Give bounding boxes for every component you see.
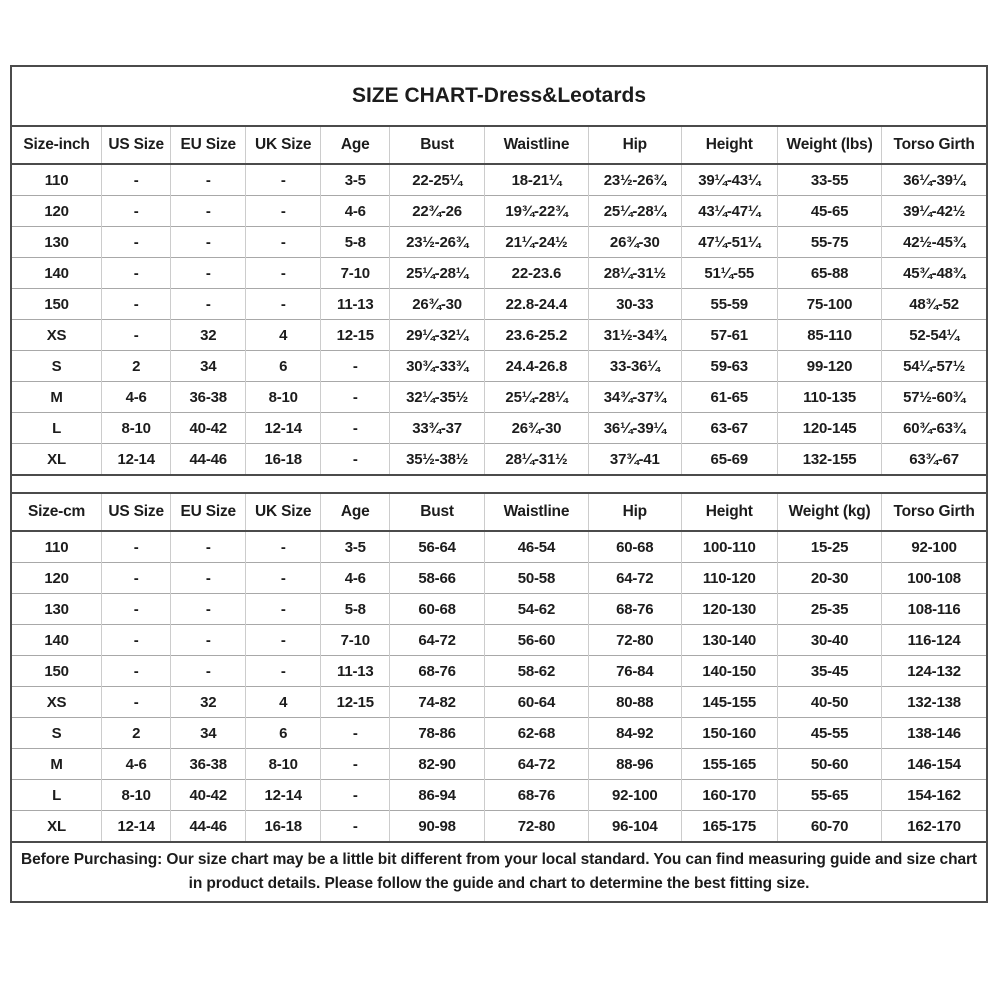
table-cell: 23½-26¾ (390, 227, 484, 258)
table-cell: 50-58 (484, 563, 588, 594)
table-cell: - (171, 196, 246, 227)
table-cell: 11-13 (321, 656, 390, 687)
table-cell: - (321, 780, 390, 811)
table-cell: 120 (12, 563, 102, 594)
table-cell: 12-14 (246, 413, 321, 444)
table-cell: 140 (12, 625, 102, 656)
header-cell: US Size (102, 494, 171, 531)
table-cell: 30-33 (589, 289, 682, 320)
table-cell: 60-68 (589, 531, 682, 563)
table-cell: 22-25¼ (390, 164, 484, 196)
table-cell: 60¾-63¾ (882, 413, 986, 444)
table-cell: XS (12, 320, 102, 351)
table-cell: 4-6 (102, 382, 171, 413)
table-cell: 145-155 (681, 687, 777, 718)
table-cell: 2 (102, 351, 171, 382)
table-cell: - (171, 227, 246, 258)
table-cell: - (246, 594, 321, 625)
table-cell: 150 (12, 289, 102, 320)
table-row (12, 351, 986, 382)
table-cell: - (246, 289, 321, 320)
header-cell: UK Size (246, 127, 321, 164)
table-row (12, 625, 986, 656)
table-cell: - (102, 164, 171, 196)
table-cell: 60-70 (777, 811, 881, 842)
table-cell: 110-120 (681, 563, 777, 594)
table-cell: 99-120 (777, 351, 881, 382)
table-cell: 72-80 (484, 811, 588, 842)
table-cell: 12-15 (321, 320, 390, 351)
table-cell: 84-92 (589, 718, 682, 749)
table-cell: 32 (171, 320, 246, 351)
table-cell: 108-116 (882, 594, 986, 625)
table-cell: 29¼-32¼ (390, 320, 484, 351)
table-cell: 64-72 (390, 625, 484, 656)
purchase-note: Before Purchasing: Our size chart may be a little bit different from your local standard. You can find measuring guide and size chart in product details. Please follow the guide and chart to determine the best fitting size. (12, 841, 986, 901)
table-cell: 120-130 (681, 594, 777, 625)
table-cell: 154-162 (882, 780, 986, 811)
table-cell: 130-140 (681, 625, 777, 656)
table-cell: 100-108 (882, 563, 986, 594)
table-cell: 6 (246, 351, 321, 382)
table-cell: 110 (44, 171, 69, 189)
table-row (12, 164, 986, 196)
table-cell: 56-60 (484, 625, 588, 656)
table-cell: 80-88 (589, 687, 682, 718)
table-header-row (12, 494, 986, 531)
header-cell: Waistline (484, 494, 588, 531)
header-cell: Age (321, 494, 390, 531)
table-cell: 64-72 (484, 749, 588, 780)
size-chart-panel (10, 65, 988, 903)
table-cell: 12-14 (102, 811, 171, 842)
table-row (12, 656, 986, 687)
table-cell: 50-60 (777, 749, 881, 780)
table-cell: 4-6 (321, 196, 390, 227)
table-cell: - (102, 196, 171, 227)
table-cell: 25¼-28¼ (589, 196, 682, 227)
table-cell: 23½-26¾ (589, 164, 682, 196)
header-cell: Age (321, 127, 390, 164)
table-cell: 46-54 (484, 531, 588, 563)
table-cell: 40-50 (777, 687, 881, 718)
table-cell: 60-68 (390, 594, 484, 625)
table-header-row (12, 127, 986, 164)
table-cell: 82-90 (390, 749, 484, 780)
table-cell: S (12, 718, 102, 749)
table-cell: 140 (12, 258, 102, 289)
table-cell: - (171, 289, 246, 320)
table-cell: 58-62 (484, 656, 588, 687)
table-cell: 130 (12, 594, 102, 625)
table-cell: 22-23.6 (484, 258, 588, 289)
table-cell: - (171, 625, 246, 656)
table-cell: 54¼-57½ (882, 351, 986, 382)
table-cell: 56-64 (390, 531, 484, 563)
table-row (12, 531, 986, 563)
table-cell: - (102, 320, 171, 351)
table-cell: 40-42 (171, 413, 246, 444)
table-cell: 68-76 (484, 780, 588, 811)
table-row (12, 749, 986, 780)
table-cell: 39¼-42½ (882, 196, 986, 227)
table-cell: 61-65 (681, 382, 777, 413)
table-cell: - (246, 625, 321, 656)
table-cell: 60-64 (484, 687, 588, 718)
table-cell: 90-98 (390, 811, 484, 842)
table-cell: - (171, 164, 246, 196)
table-cell: 96-104 (589, 811, 682, 842)
table-cell: S (12, 351, 102, 382)
table-cell: 55-75 (777, 227, 881, 258)
table-cell: 20-30 (777, 563, 881, 594)
table-cell: 43¼-47¼ (681, 196, 777, 227)
size-table-inch (12, 127, 986, 474)
header-cell: Height (681, 127, 777, 164)
table-row (12, 196, 986, 227)
table-cell: 3-5 (321, 164, 390, 196)
table-cell: 64-72 (589, 563, 682, 594)
table-cell: 150-160 (681, 718, 777, 749)
table-cell: XL (12, 444, 102, 475)
table-cell: 8-10 (102, 413, 171, 444)
table-cell: 160-170 (681, 780, 777, 811)
table-cell: 23.6-25.2 (484, 320, 588, 351)
table-cell: - (321, 382, 390, 413)
table-cell: 35½-38½ (390, 444, 484, 475)
table-cell: - (171, 258, 246, 289)
table-cell: - (321, 811, 390, 842)
table-cell: 48¾-52 (882, 289, 986, 320)
table-row (12, 594, 986, 625)
table-cell: 5-8 (321, 227, 390, 258)
table-cell: 35-45 (777, 656, 881, 687)
table-cell: 132-155 (777, 444, 881, 475)
table-cell: 26¾-30 (589, 227, 682, 258)
table-cell: 25¼-28¼ (390, 258, 484, 289)
table-cell: 52-54¼ (882, 320, 986, 351)
table-cell: 155-165 (681, 749, 777, 780)
header-cell: Waistline (484, 127, 588, 164)
table-cell: 4 (246, 320, 321, 351)
table-cell: M (12, 749, 102, 780)
table-cell: 44-46 (171, 811, 246, 842)
table-cell: L (12, 413, 102, 444)
chart-title: SIZE CHART-Dress&Leotards (12, 67, 986, 127)
table-cell: 33¾-37 (390, 413, 484, 444)
table-cell: 65-88 (777, 258, 881, 289)
table-cell: 130 (12, 227, 102, 258)
table-row (12, 780, 986, 811)
table-cell: 33-55 (777, 164, 881, 196)
table-cell: 12-15 (321, 687, 390, 718)
table-cell: 120 (12, 196, 102, 227)
table-cell: 140-150 (681, 656, 777, 687)
table-cell: - (102, 563, 171, 594)
table-cell: 34¾-37¾ (589, 382, 682, 413)
table-cell: 36¼-39¼ (882, 164, 986, 196)
table-cell: 45¾-48¾ (882, 258, 986, 289)
table-cell: 85-110 (777, 320, 881, 351)
table-cell: - (246, 258, 321, 289)
header-cell: EU Size (171, 494, 246, 531)
table-cell: - (171, 531, 246, 563)
table-cell: 76-84 (589, 656, 682, 687)
table-cell: - (246, 531, 321, 563)
table-cell: M (12, 382, 102, 413)
table-cell: 88-96 (589, 749, 682, 780)
table-cell: - (246, 227, 321, 258)
table-cell: 34 (171, 718, 246, 749)
table-cell: - (321, 718, 390, 749)
table-cell: 4-6 (321, 563, 390, 594)
table-row (12, 413, 986, 444)
table-cell: 42½-45¾ (882, 227, 986, 258)
table-cell: 2 (102, 718, 171, 749)
table-cell: 51¼-55 (681, 258, 777, 289)
header-cell: Size-inch (12, 127, 102, 164)
table-cell: 45-65 (777, 196, 881, 227)
header-cell: Bust (390, 127, 484, 164)
table-cell: 63-67 (681, 413, 777, 444)
table-cell: - (102, 594, 171, 625)
table-cell: XS (12, 687, 102, 718)
table-cell: 8-10 (102, 780, 171, 811)
table-row (12, 289, 986, 320)
header-cell: Size-cm (12, 494, 102, 531)
table-cell: 32¼-35½ (390, 382, 484, 413)
header-cell: Bust (390, 494, 484, 531)
table-cell: - (171, 594, 246, 625)
table-cell: 57½-60¾ (882, 382, 986, 413)
table-cell: 92-100 (589, 780, 682, 811)
table-cell: 12-14 (246, 780, 321, 811)
table-cell: 138-146 (882, 718, 986, 749)
table-cell: 8-10 (246, 749, 321, 780)
table-cell: 59-63 (681, 351, 777, 382)
table-cell: 165-175 (681, 811, 777, 842)
table-cell: 55-65 (777, 780, 881, 811)
table-cell: 146-154 (882, 749, 986, 780)
table-cell: - (171, 563, 246, 594)
table-row (12, 258, 986, 289)
table-divider (12, 474, 986, 494)
table-cell: 33-36¼ (589, 351, 682, 382)
table-row (12, 444, 986, 475)
table-row (12, 718, 986, 749)
table-cell: 150 (12, 656, 102, 687)
table-cell: 32 (171, 687, 246, 718)
table-row (12, 320, 986, 351)
table-cell: 11-13 (321, 289, 390, 320)
table-cell: - (102, 656, 171, 687)
table-cell: 4 (246, 687, 321, 718)
table-cell: 28¼-31½ (589, 258, 682, 289)
table-cell: 7-10 (321, 625, 390, 656)
table-cell: 116-124 (882, 625, 986, 656)
table-cell: 54-62 (484, 594, 588, 625)
table-cell: 25-35 (777, 594, 881, 625)
table-cell: 36-38 (171, 382, 246, 413)
table-cell: 18-21¼ (484, 164, 588, 196)
table-cell: 22.8-24.4 (484, 289, 588, 320)
table-cell: 19¾-22¾ (484, 196, 588, 227)
table-row (12, 382, 986, 413)
table-cell: L (12, 780, 102, 811)
table-cell: - (321, 351, 390, 382)
table-cell: 25¼-28¼ (484, 382, 588, 413)
table-cell: 30¾-33¾ (390, 351, 484, 382)
table-cell: - (102, 258, 171, 289)
table-cell: 92-100 (882, 531, 986, 563)
table-cell: 100-110 (681, 531, 777, 563)
table-cell: 124-132 (882, 656, 986, 687)
table-cell: 16-18 (246, 444, 321, 475)
table-cell: 65-69 (681, 444, 777, 475)
table-cell: 74-82 (390, 687, 484, 718)
table-cell: 22¾-26 (390, 196, 484, 227)
table-cell: - (246, 164, 321, 196)
table-cell: 40-42 (171, 780, 246, 811)
table-cell: - (102, 289, 171, 320)
table-cell: - (102, 227, 171, 258)
table-cell: 26¾-30 (484, 413, 588, 444)
table-cell: 36¼-39¼ (589, 413, 682, 444)
table-cell: 44-46 (171, 444, 246, 475)
table-cell: 75-100 (777, 289, 881, 320)
table-cell: - (321, 413, 390, 444)
table-cell: 24.4-26.8 (484, 351, 588, 382)
table-cell: - (246, 656, 321, 687)
table-cell: 30-40 (777, 625, 881, 656)
header-cell: Weight (kg) (777, 494, 881, 531)
table-cell: 58-66 (390, 563, 484, 594)
table-cell: 62-68 (484, 718, 588, 749)
table-cell: - (321, 749, 390, 780)
table-cell: 110-135 (777, 382, 881, 413)
header-cell: US Size (102, 127, 171, 164)
size-table-cm (12, 494, 986, 841)
table-cell: 15-25 (777, 531, 881, 563)
table-cell: 57-61 (681, 320, 777, 351)
table-cell: 28¼-31½ (484, 444, 588, 475)
table-cell: 3-5 (321, 531, 390, 563)
header-cell: Torso Girth (882, 494, 986, 531)
table-cell: 78-86 (390, 718, 484, 749)
table-cell: 36-38 (171, 749, 246, 780)
header-cell: UK Size (246, 494, 321, 531)
header-cell: Hip (589, 494, 682, 531)
table-cell: 7-10 (321, 258, 390, 289)
table-cell: 31½-34¾ (589, 320, 682, 351)
table-cell: 63¾-67 (882, 444, 986, 475)
header-cell: Hip (589, 127, 682, 164)
table-cell: 37¾-41 (589, 444, 682, 475)
table-row (12, 563, 986, 594)
table-cell: 6 (246, 718, 321, 749)
table-cell: 26¾-30 (390, 289, 484, 320)
table-cell: - (102, 625, 171, 656)
table-cell: 120-145 (777, 413, 881, 444)
table-cell: - (102, 531, 171, 563)
table-cell: 45-55 (777, 718, 881, 749)
table-cell: 5-8 (321, 594, 390, 625)
table-cell: 110 (44, 538, 69, 556)
table-cell: XL (12, 811, 102, 842)
table-cell: 72-80 (589, 625, 682, 656)
table-cell: 16-18 (246, 811, 321, 842)
table-cell: 47¼-51¼ (681, 227, 777, 258)
table-row (12, 227, 986, 258)
table-cell: 8-10 (246, 382, 321, 413)
table-cell: - (246, 196, 321, 227)
header-cell: EU Size (171, 127, 246, 164)
table-cell: - (321, 444, 390, 475)
table-cell: 68-76 (390, 656, 484, 687)
table-row (12, 811, 986, 842)
table-cell: 162-170 (882, 811, 986, 842)
table-cell: 34 (171, 351, 246, 382)
table-cell: 12-14 (102, 444, 171, 475)
header-cell: Height (681, 494, 777, 531)
table-cell: - (171, 656, 246, 687)
table-cell: 68-76 (589, 594, 682, 625)
table-row (12, 687, 986, 718)
table-cell: - (102, 687, 171, 718)
table-cell: 86-94 (390, 780, 484, 811)
table-cell: 39¼-43¼ (681, 164, 777, 196)
table-cell: 55-59 (681, 289, 777, 320)
table-cell: 132-138 (882, 687, 986, 718)
table-cell: 21¼-24½ (484, 227, 588, 258)
table-cell: - (246, 563, 321, 594)
header-cell: Torso Girth (882, 127, 986, 164)
header-cell: Weight (lbs) (777, 127, 881, 164)
table-cell: 4-6 (102, 749, 171, 780)
